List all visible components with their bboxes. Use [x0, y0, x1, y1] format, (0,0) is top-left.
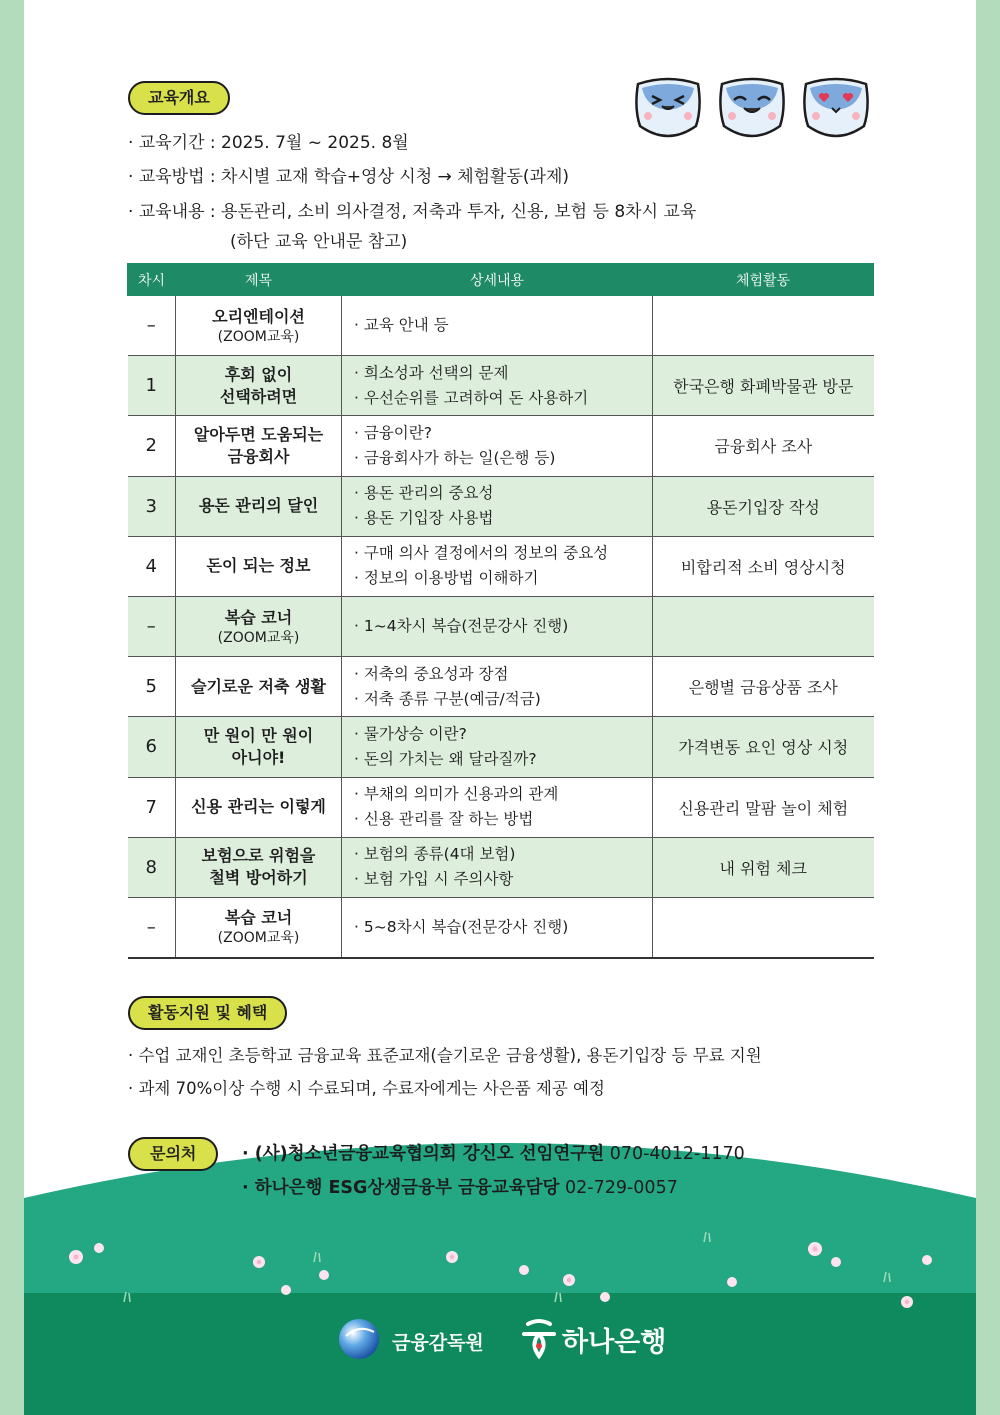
- row-session: –: [128, 897, 176, 957]
- row-session: 2: [128, 416, 176, 476]
- overview-content-value: 용돈관리, 소비 의사결정, 저축과 투자, 신용, 보험 등 8차시 교육: [221, 202, 697, 222]
- row-title: [176, 356, 342, 416]
- row-activity: [653, 596, 874, 656]
- row-title: 신용 관리는 이렇게: [176, 777, 342, 837]
- row-detail-item: · 정보의 이용방법 이해하기: [354, 569, 539, 588]
- table-row: [128, 717, 874, 777]
- row-session: 7: [128, 777, 176, 837]
- overview-method-value: 차시별 교재 학습+영상 시청 → 체험활동(과제): [221, 167, 569, 187]
- row-details: [342, 416, 653, 476]
- row-activity: 금융회사 조사: [653, 416, 874, 476]
- row-session: –: [128, 296, 176, 356]
- row-detail-item: · 저축 종류 구분(예금/적금): [354, 689, 541, 708]
- table-header-row: [128, 264, 874, 296]
- fss-logo-icon: [336, 1316, 382, 1362]
- row-details: [342, 476, 653, 536]
- row-title: [176, 596, 342, 656]
- row-detail-item: · 부채의 의미가 신용과의 관계: [354, 785, 559, 804]
- row-title-main: 복습 코너: [224, 607, 293, 627]
- contact-org: · 하나은행 ESG상생금융부 금융교육담당: [242, 1178, 560, 1198]
- row-details: [342, 356, 653, 416]
- contact-line: [242, 1140, 745, 1165]
- row-details: [342, 657, 653, 717]
- col-header-title: 제목: [176, 264, 342, 296]
- overview-period-label: · 교육기간 :: [128, 133, 216, 153]
- row-detail-item: · 금융이란?: [354, 423, 432, 442]
- row-session: 3: [128, 476, 176, 536]
- curriculum-table: [127, 263, 874, 959]
- overview-note: (하단 교육 안내문 참고): [230, 232, 408, 252]
- row-title: 용돈 관리의 달인: [176, 476, 342, 536]
- row-title: [176, 296, 342, 356]
- contact-badge: 문의처: [128, 1137, 218, 1171]
- row-session: 1: [128, 356, 176, 416]
- contact-phone: 070-4012-1170: [609, 1144, 745, 1164]
- row-title-line2: 아니야!: [231, 747, 286, 767]
- row-details: [342, 596, 653, 656]
- row-detail-item: · 보험의 종류(4대 보험): [354, 845, 516, 864]
- row-detail-item: · 교육 안내 등: [354, 316, 449, 335]
- row-detail-item: · 우선순위를 고려하여 돈 사용하기: [354, 388, 589, 407]
- table-row: [128, 777, 874, 837]
- flyer-page: [24, 0, 976, 1415]
- row-activity: 내 위험 체크: [653, 837, 874, 897]
- row-detail-item: · 신용 관리를 잘 하는 방법: [354, 810, 534, 829]
- overview-period-line: [128, 132, 409, 154]
- row-title: [176, 837, 342, 897]
- row-title-main: 오리엔테이션: [212, 306, 305, 326]
- row-details: [342, 536, 653, 596]
- fss-name: 금융감독원: [392, 1332, 484, 1354]
- col-header-session: 차시: [128, 264, 176, 296]
- overview-period-value: 2025. 7월 ~ 2025. 8월: [221, 133, 409, 153]
- table-row: [128, 356, 874, 416]
- contact-phone: 02-729-0057: [565, 1178, 678, 1198]
- row-title: [176, 717, 342, 777]
- overview-method-label: · 교육방법 :: [128, 167, 216, 187]
- col-header-details: 상세내용: [342, 264, 653, 296]
- row-title-sub: (ZOOM교육): [217, 328, 300, 345]
- table-row: [128, 536, 874, 596]
- row-detail-item: · 용돈 관리의 중요성: [354, 484, 494, 503]
- row-activity: 은행별 금융상품 조사: [653, 657, 874, 717]
- row-title-main: 보험으로 위험을: [201, 846, 316, 866]
- contact-org: · (사)청소년금융교육협의회 강신오 선임연구원: [242, 1144, 605, 1164]
- overview-badge: 교육개요: [128, 81, 230, 115]
- row-detail-item: · 5~8차시 복습(전문강사 진행): [354, 917, 569, 936]
- table-row: [128, 897, 874, 957]
- support-badge: 활동지원 및 혜택: [128, 996, 287, 1030]
- row-activity: 한국은행 화폐박물관 방문: [653, 356, 874, 416]
- row-session: 6: [128, 717, 176, 777]
- row-detail-item: · 구매 의사 결정에서의 정보의 중요성: [354, 544, 609, 563]
- row-activity: [653, 296, 874, 356]
- row-session: –: [128, 596, 176, 656]
- table-row: [128, 657, 874, 717]
- row-detail-item: · 희소성과 선택의 문제: [354, 363, 509, 382]
- row-title: 돈이 되는 정보: [176, 536, 342, 596]
- hana-name: 하나은행: [562, 1327, 667, 1358]
- row-title-sub: (ZOOM교육): [217, 629, 300, 646]
- row-detail-item: · 보험 가입 시 주의사항: [354, 870, 514, 889]
- row-detail-item: · 돈의 가치는 왜 달라질까?: [354, 749, 537, 768]
- support-line: · 수업 교재인 초등학교 금융교육 표준교재(슬기로운 금융생활), 용돈기입장 등 무료 지원: [128, 1046, 762, 1065]
- row-title: [176, 416, 342, 476]
- table-row: [128, 416, 874, 476]
- support-line: · 과제 70%이상 수행 시 수료되며, 수료자에게는 사은품 제공 예정: [128, 1079, 605, 1098]
- row-session: 4: [128, 536, 176, 596]
- row-details: [342, 897, 653, 957]
- row-detail-item: · 금융회사가 하는 일(은행 등): [354, 448, 556, 467]
- row-activity: 신용관리 말팜 놀이 체험: [653, 777, 874, 837]
- row-title-main: 복습 코너: [224, 908, 293, 928]
- row-detail-item: · 용돈 기입장 사용법: [354, 509, 494, 528]
- hana-logo-icon: [520, 1318, 558, 1360]
- row-details: [342, 837, 653, 897]
- row-activity: [653, 897, 874, 957]
- row-details: [342, 717, 653, 777]
- table-row: [128, 296, 874, 356]
- row-details: [342, 296, 653, 356]
- row-detail-item: · 1~4차시 복습(전문강사 진행): [354, 617, 569, 636]
- row-details: [342, 777, 653, 837]
- row-activity: 가격변동 요인 영상 시청: [653, 717, 874, 777]
- table-row: [128, 596, 874, 656]
- row-title-line2: 철벽 방어하기: [209, 868, 308, 888]
- row-title-main: 만 원이 만 원이: [203, 725, 314, 745]
- row-detail-item: · 물가상승 이란?: [354, 724, 467, 743]
- row-activity: 용돈기입장 작성: [653, 476, 874, 536]
- row-session: 8: [128, 837, 176, 897]
- row-title-line2: 선택하려면: [219, 386, 298, 406]
- row-detail-item: · 저축의 중요성과 장점: [354, 664, 509, 683]
- row-title-main: 후회 없이: [224, 364, 293, 384]
- owl-character-illustrations: [632, 76, 872, 144]
- col-header-activity: 체험활동: [653, 264, 874, 296]
- table-row: [128, 837, 874, 897]
- row-title: 슬기로운 저축 생활: [176, 657, 342, 717]
- contact-line: [242, 1174, 678, 1199]
- row-activity: 비합리적 소비 영상시청: [653, 536, 874, 596]
- overview-content-label: · 교육내용 :: [128, 202, 216, 222]
- overview-method-line: [128, 166, 569, 188]
- row-title-sub: (ZOOM교육): [217, 930, 300, 947]
- table-row: [128, 476, 874, 536]
- row-title-main: 알아두면 도움되는: [193, 424, 324, 444]
- row-session: 5: [128, 657, 176, 717]
- overview-content-line: [128, 201, 696, 223]
- row-title: [176, 897, 342, 957]
- row-title-line2: 금융회사: [227, 446, 290, 466]
